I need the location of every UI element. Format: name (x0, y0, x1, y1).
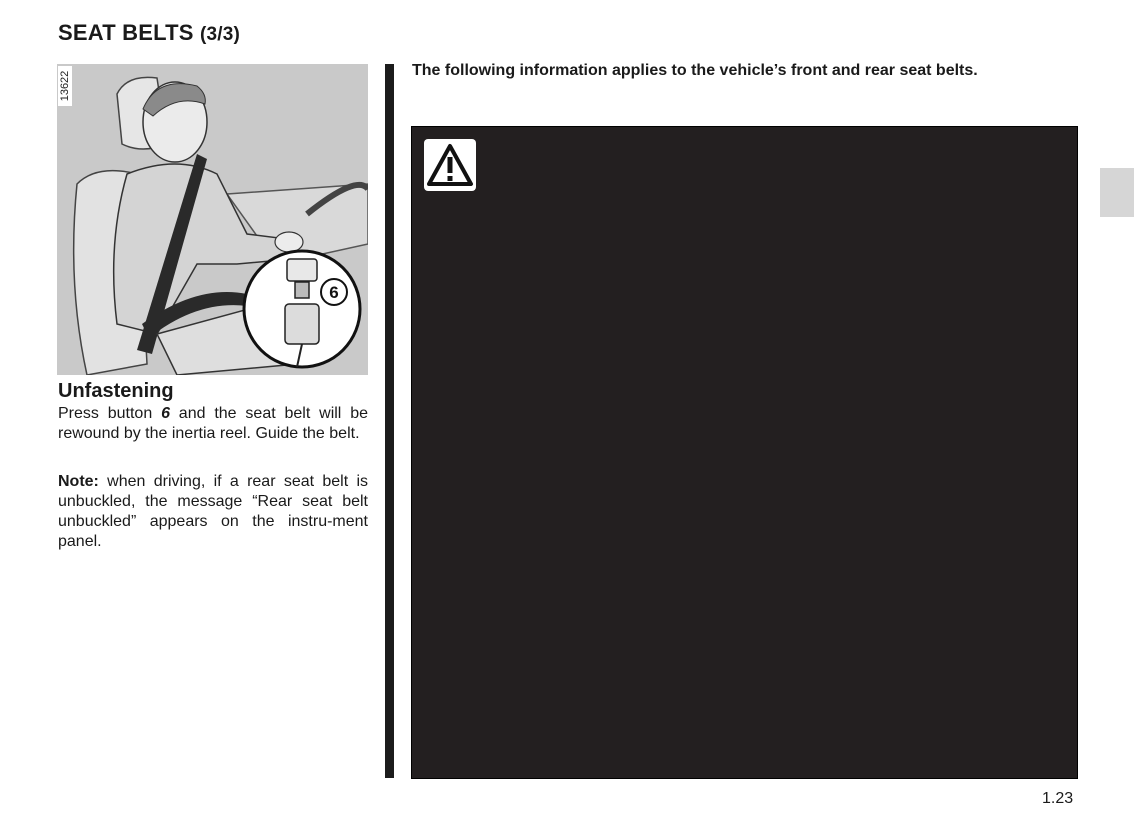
seat-belt-illustration (57, 64, 368, 375)
warning-box (411, 126, 1078, 779)
figure-number: 13622 (58, 66, 72, 106)
button-reference: 6 (161, 405, 170, 422)
intro-text: The following information applies to the vehicle’s front and rear seat belts. (412, 62, 978, 79)
page-number: 1.23 (1042, 790, 1074, 807)
callout-6: 6 (329, 283, 339, 302)
section-tab (1100, 168, 1134, 217)
section-heading: Unfastening (58, 380, 174, 402)
title-part: (3/3) (199, 24, 241, 45)
warning-triangle-icon (424, 139, 476, 191)
page-title (58, 20, 240, 46)
note-label: Note: (58, 473, 99, 490)
note-paragraph: Note: when driving, if a rear seat belt is unbuckled, the message “Rear seat belt unbuckled” appears on the instru-ment panel. (58, 473, 368, 550)
unfastening-paragraph: Press button 6 and the seat belt will be rewound by the inertia reel. Guide the belt. (58, 405, 368, 442)
title-main: SEAT BELTS (58, 20, 194, 45)
column-divider (385, 64, 394, 778)
